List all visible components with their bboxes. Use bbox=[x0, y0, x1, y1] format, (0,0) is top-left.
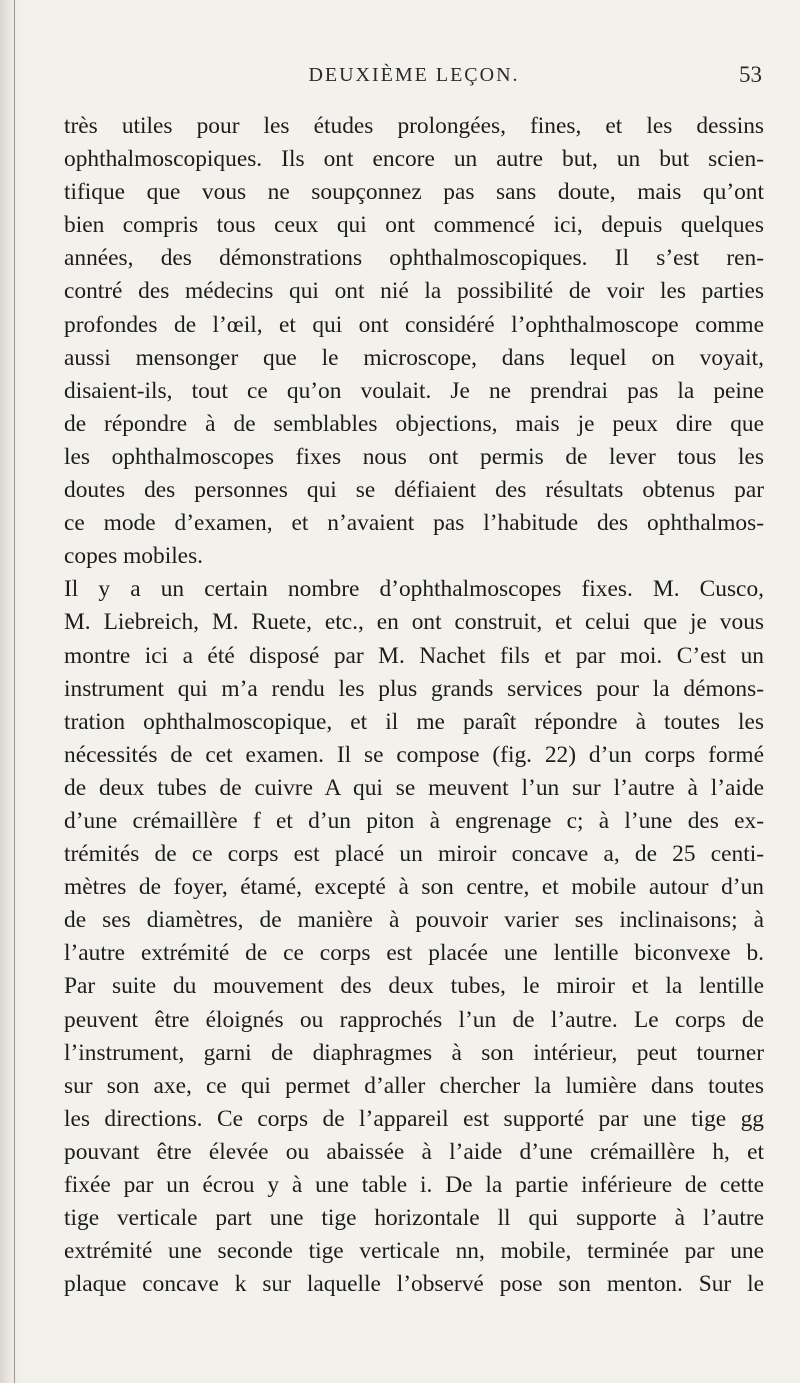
text-line: Par suite du mouvement des deux tubes, le miroir et la lentille bbox=[64, 973, 764, 1000]
text-line: mètres de foyer, étamé, excepté à son centre, et mobile autour d’un bbox=[64, 874, 764, 901]
text-line: contré des médecins qui ont nié la possibilité de voir les parties bbox=[64, 278, 764, 305]
text-line: de répondre à de semblables objections, mais je peux dire que bbox=[64, 410, 764, 437]
text-line: sur son axe, ce qui permet d’aller chercher la lumière dans toutes bbox=[64, 1072, 764, 1099]
text-line: trémités de ce corps est placé un miroir concave a, de 25 centi- bbox=[64, 841, 764, 868]
text-line: années, des démonstrations ophthalmoscopiques. Il s’est ren- bbox=[64, 245, 764, 272]
text-line: tration ophthalmoscopique, et il me paraît répondre à toutes les bbox=[64, 708, 764, 735]
text-line: montre ici a été disposé par M. Nachet fils et par moi. C’est un bbox=[64, 642, 764, 669]
text-line: profondes de l’œil, et qui ont considéré l’ophthalmoscope comme bbox=[64, 311, 764, 338]
text-line: ce mode d’examen, et n’avaient pas l’habitude des ophthalmos- bbox=[64, 510, 764, 537]
text-line: de deux tubes de cuivre A qui se meuvent l’un sur l’autre à l’aide bbox=[64, 774, 764, 801]
text-line: de ses diamètres, de manière à pouvoir varier ses inclinaisons; à bbox=[64, 907, 764, 934]
text-line: les ophthalmoscopes fixes nous ont permis de lever tous les bbox=[64, 443, 764, 470]
text-line: d’une crémaillère f et d’un piton à engrenage c; à l’une des ex- bbox=[64, 807, 764, 834]
page-gutter-shadow bbox=[0, 0, 22, 1383]
text-line: fixée par un écrou y à une table i. De la partie inférieure de cette bbox=[64, 1172, 764, 1198]
running-title: DEUXIÈME LEÇON. bbox=[308, 64, 520, 86]
text-line: Il y a un certain nombre d’ophthalmoscopes fixes. M. Cusco, bbox=[64, 576, 764, 603]
text-line: doutes des personnes qui se défiaient des résultats obtenus par bbox=[64, 477, 764, 504]
text-line: pouvant être élevée ou abaissée à l’aide d’une crémaillère h, et bbox=[64, 1138, 764, 1165]
text-line: l’instrument, garni de diaphragmes à son intérieur, peut tourner bbox=[64, 1039, 764, 1066]
text-line: instrument qui m’a rendu les plus grands services pour la démons- bbox=[64, 675, 764, 702]
text-line: disaient-ils, tout ce qu’on voulait. Je ne prendrai pas la peine bbox=[64, 377, 764, 404]
book-page bbox=[64, 64, 764, 1301]
text-line: copes mobiles. bbox=[64, 543, 204, 570]
text-line: peuvent être éloignés ou rapprochés l’un de l’autre. Le corps de bbox=[64, 1006, 764, 1033]
text-line: M. Liebreich, M. Ruete, etc., en ont construit, et celui que je vous bbox=[64, 609, 764, 636]
text-line: très utiles pour les études prolongées, fines, et les dessins bbox=[64, 113, 764, 139]
text-line: plaque concave k sur laquelle l’observé pose son menton. Sur le bbox=[64, 1271, 764, 1298]
text-line: tige verticale part une tige horizontale ll qui supporte à l’autre bbox=[64, 1205, 764, 1232]
text-line: bien compris tous ceux qui ont commencé ici, depuis quelques bbox=[64, 212, 764, 239]
text-line: extrémité une seconde tige verticale nn, mobile, terminée par une bbox=[64, 1238, 764, 1265]
page-number: 53 bbox=[739, 62, 762, 87]
text-line: ophthalmoscopiques. Ils ont encore un autre but, un but scien- bbox=[64, 146, 764, 173]
binding-edge-line bbox=[14, 0, 15, 1383]
text-line: aussi mensonger que le microscope, dans lequel on voyait, bbox=[64, 344, 764, 371]
running-header bbox=[64, 64, 764, 98]
text-line: tifique que vous ne soupçonnez pas sans doute, mais qu’ont bbox=[64, 179, 764, 206]
text-line: nécessités de cet examen. Il se compose (fig. 22) d’un corps formé bbox=[64, 741, 764, 768]
text-line: l’autre extrémité de ce corps est placée une lentille biconvexe b. bbox=[64, 940, 764, 967]
body-text bbox=[64, 110, 764, 1301]
text-line: les directions. Ce corps de l’appareil est supporté par une tige gg bbox=[64, 1105, 764, 1132]
